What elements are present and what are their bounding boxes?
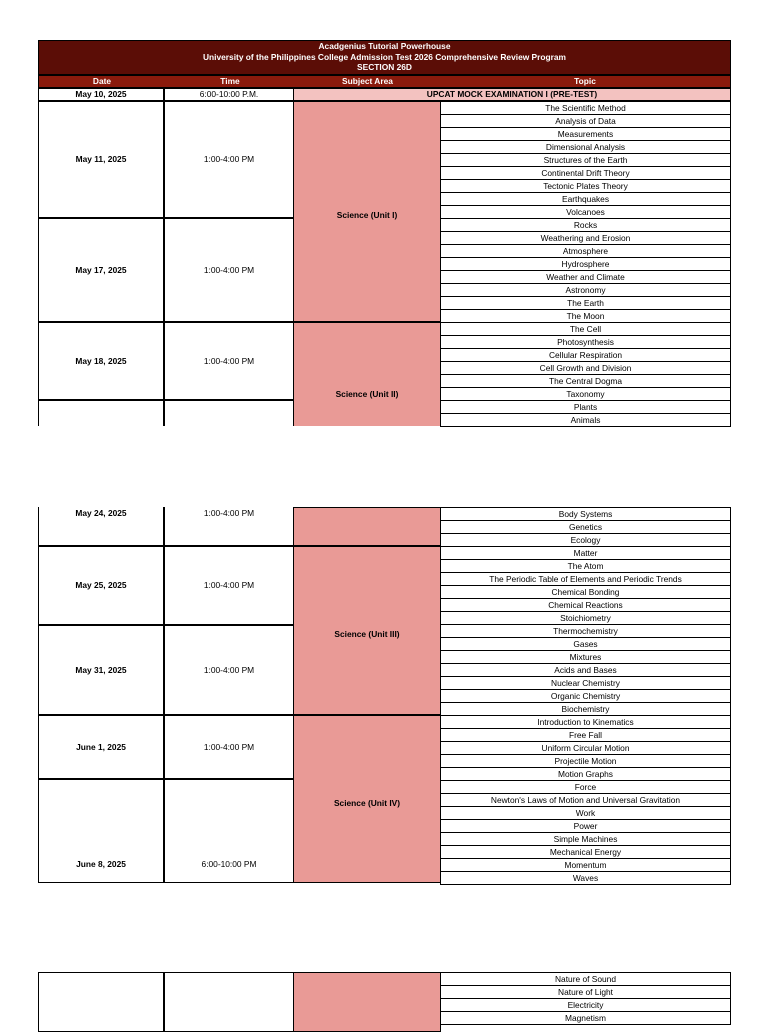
session-time: 1:00-4:00 PM [164,715,294,779]
subject-area-cell [293,546,441,715]
topic-cell: Mechanical Energy [440,845,731,859]
org-name: Acadgenius Tutorial Powerhouse [318,41,451,51]
col-date-header: Date [92,76,112,86]
topic-cell: Power [440,819,731,833]
topic-cell: Earthquakes [440,192,731,206]
session-date-empty [38,972,164,1032]
topic-cell: Chemical Bonding [440,585,731,599]
topic-cell: Ecology [440,533,731,547]
session-time: 1:00-4:00 PM [164,625,294,715]
subject-label: Science (Unit IV) [333,797,401,808]
topic-cell: Gases [440,637,731,651]
topic-cell: Cellular Respiration [440,348,731,362]
section-name: SECTION 26D [357,62,412,72]
topic-cell: Continental Drift Theory [440,166,731,180]
topic-cell: Structures of the Earth [440,153,731,167]
topic-cell: Tectonic Plates Theory [440,179,731,193]
session-date: May 17, 2025 [38,218,164,322]
topic-cell: Photosynthesis [440,335,731,349]
subject-label: Science (Unit III) [334,629,400,640]
subject-area-cell [293,507,441,546]
topic-cell: Organic Chemistry [440,689,731,703]
mock-date: May 10, 2025 [38,88,164,101]
topic-cell: Magnetism [440,1011,731,1025]
subject-area-cell [293,101,441,322]
topic-cell: Mixtures [440,650,731,664]
topic-cell: Astronomy [440,283,731,297]
session-time: 1:00-4:00 PM [164,101,294,218]
mock-time: 6:00-10:00 P.M. [164,88,294,101]
topic-cell: Free Fall [440,728,731,742]
session-date: May 18, 2025 [38,322,164,400]
topic-cell: Taxonomy [440,387,731,401]
col-time-header: Time [220,76,240,86]
topic-cell: Weathering and Erosion [440,231,731,245]
session-time: 1:00-4:00 PM [164,507,294,546]
topic-cell: Nature of Light [440,985,731,999]
topic-cell: Electricity [440,998,731,1012]
subject-label: Science (Unit I) [336,210,398,221]
topic-cell: The Central Dogma [440,374,731,388]
topic-cell: The Scientific Method [440,101,731,115]
col-topic-header: Topic [574,76,596,86]
topic-cell: Projectile Motion [440,754,731,768]
topic-cell: Thermochemistry [440,624,731,638]
session-date: May 25, 2025 [38,546,164,625]
session-time-empty [164,972,294,1032]
topic-cell: Introduction to Kinematics [440,715,731,729]
session-date [38,400,164,426]
topic-cell: The Cell [440,322,731,336]
topic-cell: Acids and Bases [440,663,731,677]
topic-cell: Uniform Circular Motion [440,741,731,755]
topic-cell: The Periodic Table of Elements and Periodic Trends [440,572,731,586]
topic-cell: Cell Growth and Division [440,361,731,375]
topic-cell: Momentum [440,858,731,872]
topic-cell: Biochemistry [440,702,731,716]
topic-cell: Dimensional Analysis [440,140,731,154]
topic-cell: Waves [440,871,731,885]
topic-cell: Body Systems [440,507,731,521]
topic-cell: Newton's Laws of Motion and Universal Gravitation [440,793,731,807]
topic-cell: Volcanoes [440,205,731,219]
topic-cell: Measurements [440,127,731,141]
topic-cell: Rocks [440,218,731,232]
subject-area-cell [293,322,441,426]
topic-cell: Analysis of Data [440,114,731,128]
topic-cell: Hydrosphere [440,257,731,271]
subject-area-cell [293,972,441,1032]
table-title-block [38,40,731,75]
schedule-table-page-3 [38,972,731,1024]
mock-exam-label: UPCAT MOCK EXAMINATION I (PRE-TEST) [293,88,731,101]
topic-cell: Nuclear Chemistry [440,676,731,690]
schedule-table-page-2 [38,507,731,883]
session-time [164,400,294,426]
session-time: 1:00-4:00 PM [164,322,294,400]
topic-cell: Motion Graphs [440,767,731,781]
subject-label: Science (Unit II) [335,388,399,399]
topic-cell: Animals [440,413,731,427]
session-date: June 1, 2025 [38,715,164,779]
topic-cell: The Atom [440,559,731,573]
schedule-table-page-1 [38,40,731,425]
session-date: May 31, 2025 [38,625,164,715]
col-subject-header: Subject Area [342,76,393,86]
topic-cell: Force [440,780,731,794]
subject-area-cell [293,715,441,883]
topic-cell: Matter [440,546,731,560]
topic-cell: Nature of Sound [440,972,731,986]
session-time: 1:00-4:00 PM [164,218,294,322]
session-time: 1:00-4:00 PM [164,546,294,625]
column-header-row [38,75,731,88]
topic-cell: Simple Machines [440,832,731,846]
topic-cell: Weather and Climate [440,270,731,284]
topic-cell: The Moon [440,309,731,323]
session-date: May 11, 2025 [38,101,164,218]
topic-cell: Genetics [440,520,731,534]
topic-cell: Stoichiometry [440,611,731,625]
session-date: June 8, 2025 [38,779,164,883]
topic-cell: The Earth [440,296,731,310]
session-time: 6:00-10:00 PM [164,779,294,883]
topic-cell: Atmosphere [440,244,731,258]
topic-cell: Plants [440,400,731,414]
topic-cell: Work [440,806,731,820]
session-date: May 24, 2025 [38,507,164,546]
topic-cell: Chemical Reactions [440,598,731,612]
program-name: University of the Philippines College Admission Test 2026 Comprehensive Review Program [202,51,567,62]
